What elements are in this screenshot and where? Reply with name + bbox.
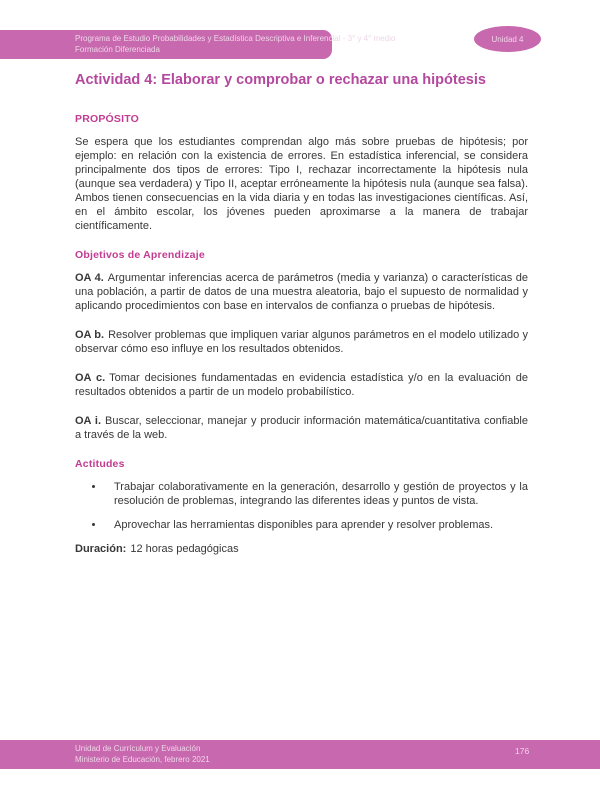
header-program-line2: Formación Diferenciada — [75, 45, 160, 54]
activity-title: Actividad 4: Elaborar y comprobar o rechazar una hipótesis — [75, 72, 486, 88]
oa-item-4-text: Argumentar inferencias acerca de parámetros (media y varianza) o características de una población, a partir de datos de una muestra aleatoria, bajo el supuesto de normalidad y aplicando procedimientos con base en intervalos de confianza o pruebas de hipótesis. — [75, 272, 528, 312]
document-content — [0, 71, 600, 556]
oa-item-4 — [75, 271, 528, 313]
footer-bar — [0, 740, 600, 769]
header-program-line1: Programa de Estudio Probabilidades y Estadística Descriptiva e Inferencial - 3° y 4° medio — [75, 34, 396, 43]
oa-item-b — [75, 328, 528, 356]
actitudes-item-2: • Aprovechar las herramientas disponibles para aprender y resolver problemas. — [105, 518, 528, 532]
oa-item-c-label: OA c. — [75, 372, 106, 384]
actitudes-list — [75, 480, 528, 532]
footer-line2: Ministerio de Educación, febrero 2021 — [75, 755, 210, 764]
oa-item-b-text: Resolver problemas que impliquen variar algunos parámetros en el modelo utilizado y observar cómo eso influye en los resultados obtenidos. — [75, 329, 528, 355]
proposito-heading: PROPÓSITO — [75, 113, 140, 125]
oa-item-i-text: Buscar, seleccionar, manejar y producir información matemática/cuantitativa confiable a través de la web. — [75, 415, 528, 441]
objetivos-heading: Objetivos de Aprendizaje — [75, 249, 205, 261]
page-number: 176 — [515, 746, 530, 756]
duracion-line — [75, 542, 528, 556]
footer-line1: Unidad de Currículum y Evaluación — [75, 744, 201, 753]
oa-item-i-label: OA i. — [75, 415, 102, 427]
actitudes-item-1: • Trabajar colaborativamente en la generación, desarrollo y gestión de proyectos y la resolución de problemas, integrando las diferentes ideas y puntos de vista. — [105, 480, 528, 508]
oa-item-i — [75, 414, 528, 442]
oa-item-c-text: Tomar decisiones fundamentadas en evidencia estadística y/o en la evaluación de resultados obtenidos a partir de un modelo probabilístico. — [75, 372, 528, 398]
unit-badge: Unidad 4 — [474, 26, 541, 52]
header-program-bar — [0, 30, 396, 59]
duracion-value: 12 horas pedagógicas — [130, 543, 239, 555]
oa-item-4-label: OA 4. — [75, 272, 104, 284]
proposito-paragraph: Se espera que los estudiantes comprendan algo más sobre pruebas de hipótesis; por ejemplo: en relación con la existencia de errores. En estadística inferencial, se considera principalmente dos tipos de errores: Tipo I, rechazar incorrectamente la hipótesis nula (aunque sea verdadera) y Tipo II, aceptar erróneamente la hipótesis nula (aunque sea falsa). Ambos tienen consecuencias en la vida diaria y en todas las investigaciones científicas. Así, en el ámbito escolar, los jóvenes pueden aproximarse a la manera de trabajar científicamente. — [75, 136, 528, 232]
duracion-label: Duración: — [75, 543, 127, 555]
oa-item-c — [75, 371, 528, 399]
actitudes-heading: Actitudes — [75, 458, 125, 470]
oa-item-b-label: OA b. — [75, 329, 105, 341]
